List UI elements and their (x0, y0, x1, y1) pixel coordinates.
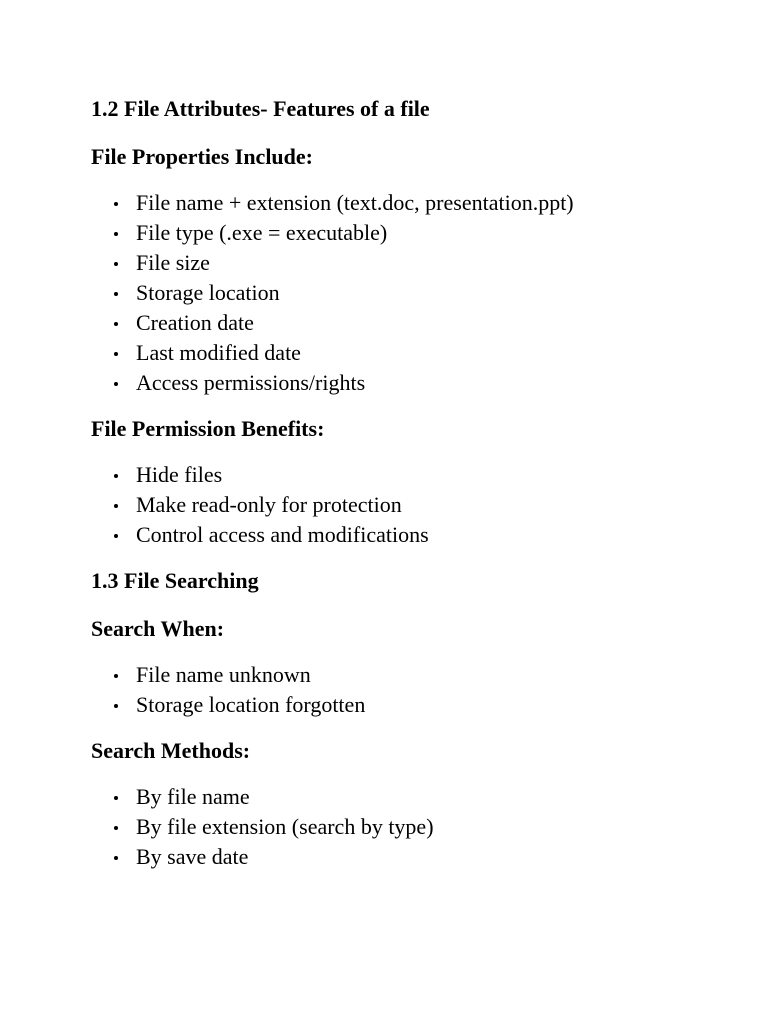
subheading-search-methods: Search Methods: (91, 738, 251, 763)
list-item: Control access and modifications (91, 520, 731, 550)
subheading-file-permission-benefits: File Permission Benefits: (91, 416, 325, 441)
list-item: Storage location (91, 278, 731, 308)
list-item: Hide files (91, 460, 731, 490)
list-item: By file name (91, 782, 731, 812)
list-item: File type (.exe = executable) (91, 218, 731, 248)
list-item: Creation date (91, 308, 731, 338)
search-when-list (91, 660, 731, 720)
document-page (91, 92, 731, 872)
list-item: File size (91, 248, 731, 278)
list-item: File name + extension (text.doc, presentation.ppt) (91, 188, 731, 218)
list-item: File name unknown (91, 660, 731, 690)
list-item: Make read-only for protection (91, 490, 731, 520)
file-permission-benefits-list (91, 460, 731, 550)
section-title-file-attributes: 1.2 File Attributes- Features of a file (91, 96, 430, 121)
subheading-file-properties: File Properties Include: (91, 144, 313, 169)
search-methods-list (91, 782, 731, 872)
subheading-search-when: Search When: (91, 616, 225, 641)
section-title-file-searching: 1.3 File Searching (91, 568, 259, 593)
list-item: Access permissions/rights (91, 368, 731, 398)
list-item: By save date (91, 842, 731, 872)
file-properties-list (91, 188, 731, 398)
list-item: By file extension (search by type) (91, 812, 731, 842)
list-item: Last modified date (91, 338, 731, 368)
list-item: Storage location forgotten (91, 690, 731, 720)
